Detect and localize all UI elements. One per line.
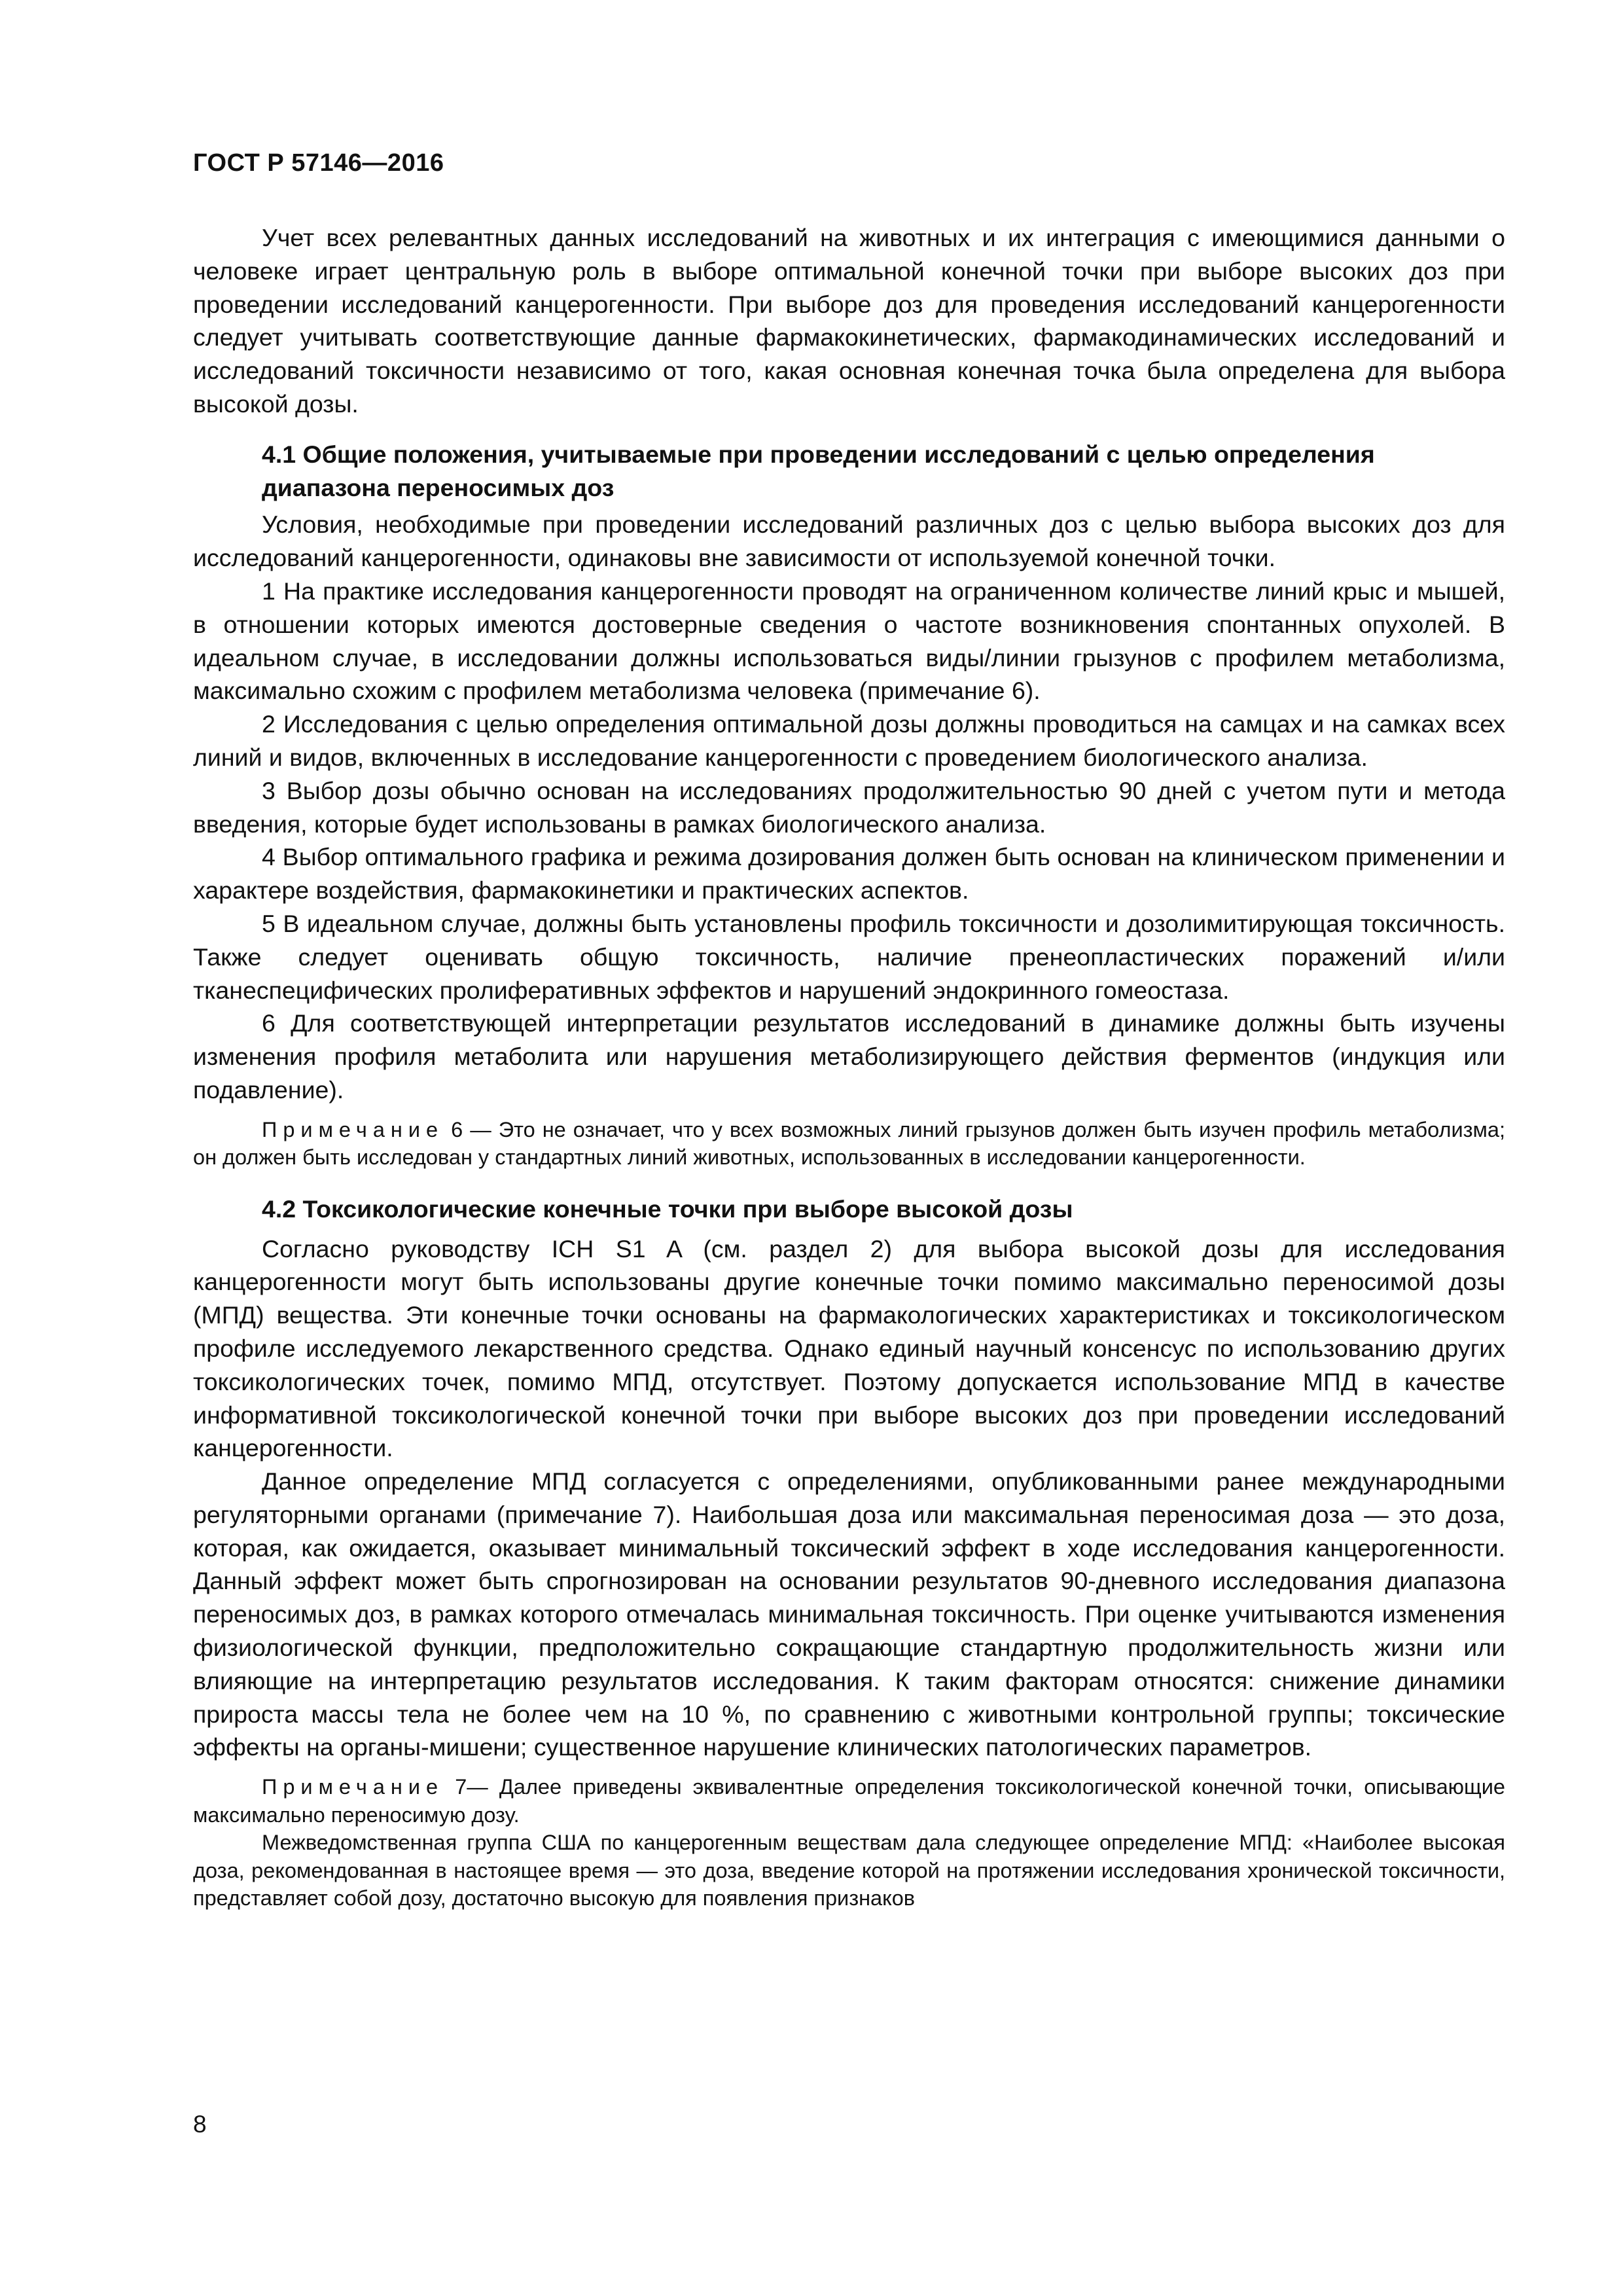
section-4-2-heading: 4.2 Токсикологические конечные точки при выборе высокой дозы: [262, 1194, 1073, 1223]
note-7: [193, 1773, 1505, 1829]
section-4-2-paragraph-1: Согласно руководству ICH S1 A (см. раздел 2) для выбора высокой дозы для исследования канцерогенности могут быть использованы другие конечные точки помимо максимально переносимой дозы (МПД) вещества. Эти конечные точки основаны на фармакологических характеристиках и токсикологическом профиле исследуемого лекарственного средства. Однако единый научный консенсус по использованию других токсикологических точек, помимо МПД, отсутствует. Поэтому допускается использование МПД в качестве информативной токсикологической конечной точки при выборе высоких доз при проведении исследований канцерогенности.: [193, 1234, 1505, 1462]
section-4-2-paragraph-2: Данное определение МПД согласуется с определениями, опубликованными ранее международными регуляторными органами (примечание 7). Наибольшая доза или максимальная переносимая доза — это доза, которая, как ожидается, оказывает минимальный токсический эффект в ходе исследования канцерогенности. Данный эффект может быть спрогнозирован на основании результатов 90-дневного исследования диапазона переносимых доз, в рамках которого отмечалась минимальная токсичность. При оценке учитываются изменения физиологической функции, предположительно сокращающие стандартную продолжительность жизни или влияющие на интерпретацию результатов исследования. К таким факторам относятся: снижение динамики прироста массы тела не более чем на 10 %, по сравнению с животными контрольной группы; токсические эффекты на органы-мишени; существенное нарушение клинических патологических параметров.: [193, 1467, 1505, 1761]
section-4-1-item-1: 1 На практике исследования канцерогенности проводят на ограниченном количестве линий крыс и мышей, в отношении которых имеются достоверные сведения о частоте возникновения спонтанных опухолей. В идеальном случае, в исследовании должны использоваться виды/линии грызунов с профилем метаболизма, максимально схожим с профилем метаболизма человека (примечание 6).: [193, 577, 1505, 705]
section-4-1-item-5: 5 В идеальном случае, должны быть установлены профиль токсичности и дозолимитирующая токсичность. Также следует оценивать общую токсичность, наличие пренеопластических поражений и/или тканеспецифических пролиферативных эффектов и нарушений эндокринного гомеостаза.: [193, 909, 1505, 1004]
note-6-label: Примечание: [262, 1117, 444, 1141]
page-number: 8: [193, 2111, 207, 2138]
section-4-1-item-6: 6 Для соответствующей интерпретации результатов исследований в динамике должны быть изучены изменения профиля метаболита или нарушения метаболизирующего действия ферментов (индукция или подавление).: [193, 1009, 1505, 1103]
document-id-header: ГОСТ Р 57146—2016: [193, 149, 444, 177]
note-6: [193, 1116, 1505, 1172]
document-body: [193, 221, 1505, 1912]
section-4-1-item-4: 4 Выбор оптимального графика и режима дозирования должен быть основан на клиническом применении и характере воздействия, фармакокинетики и практических аспектов.: [193, 843, 1505, 905]
note-7-text: 7— Далее приведены эквивалентные определения токсикологической конечной точки, описывающие максимально переносимую дозу.: [193, 1775, 1505, 1827]
section-4-1-heading: 4.1 Общие положения, учитываемые при проведении исследований с целью определения диапазона переносимых доз: [262, 440, 1375, 501]
note-6-text: 6 — Это не означает, что у всех возможных линий грызунов должен быть изучен профиль метаболизма; он должен быть исследован у стандартных линий животных, использованных в исследовании канцерогенности.: [193, 1117, 1505, 1170]
intro-paragraph: Учет всех релевантных данных исследований на животных и их интеграция с имеющимися данными о человеке играет центральную роль в выборе оптимальной конечной точки при выборе высоких доз при проведении исследований канцерогенности. При выборе доз для проведения исследований канцерогенности следует учитывать соответствующие данные фармакокинетических, фармакодинамических исследований и исследований токсичности независимо от того, какая основная конечная точка была определена для выбора высокой дозы.: [193, 224, 1505, 418]
section-4-1-lead: Условия, необходимые при проведении исследований различных доз с целью выбора высоких доз для исследований канцерогенности, одинаковы вне зависимости от используемой конечной точки.: [193, 511, 1505, 572]
section-4-1-item-2: 2 Исследования с целью определения оптимальной дозы должны проводиться на самцах и на самках всех линий и видов, включенных в исследование канцерогенности с проведением биологического анализа.: [193, 710, 1505, 771]
section-4-1-item-3: 3 Выбор дозы обычно основан на исследованиях продолжительностью 90 дней с учетом пути и метода введения, которые будет использованы в рамках биологического анализа.: [193, 776, 1505, 838]
note-7-continuation: Межведомственная группа США по канцерогенным веществам дала следующее определение МПД: «Наиболее высокая доза, рекомендованная в настоящее время — это доза, введение которой на протяжении исследования хронической токсичности, представляет собой дозу, достаточно высокую для появления признаков: [193, 1831, 1505, 1910]
document-page: [193, 0, 1505, 2296]
note-7-label: Примечание: [262, 1775, 444, 1799]
